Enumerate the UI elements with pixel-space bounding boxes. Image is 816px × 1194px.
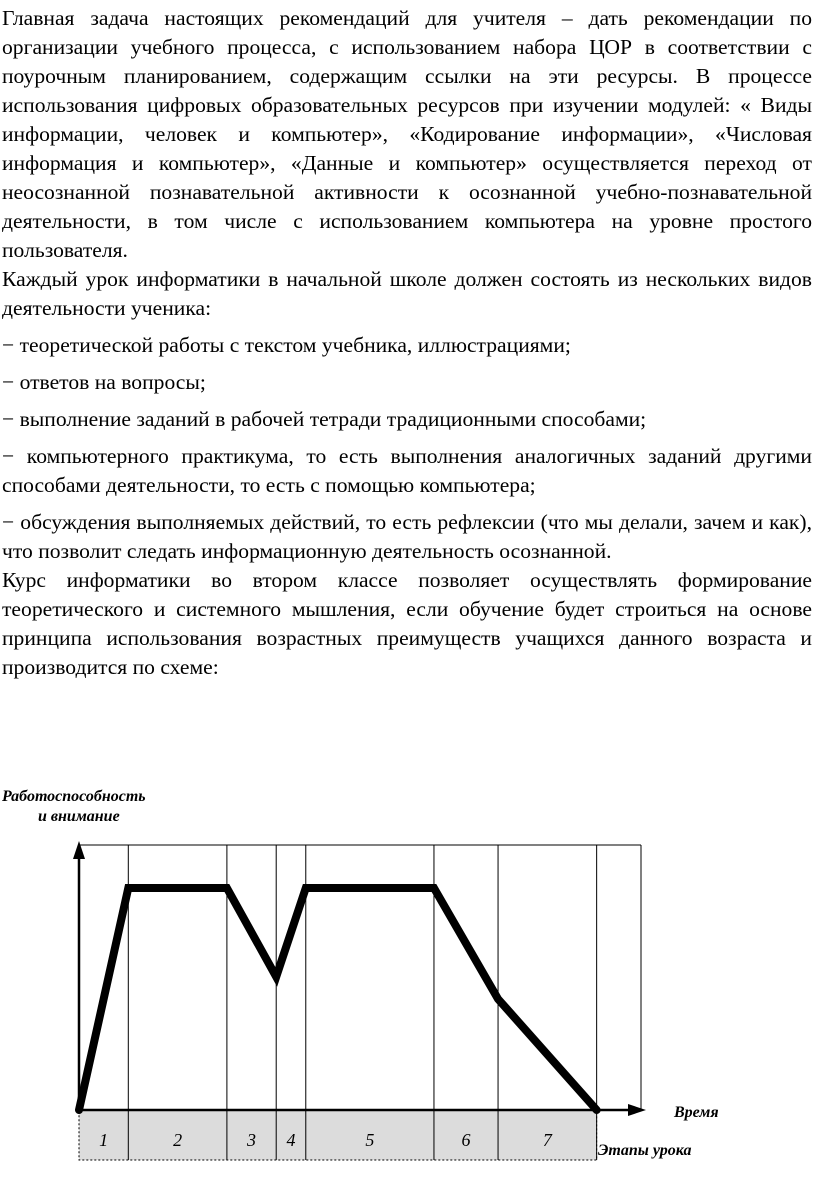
chart-ylabel-line2: и внимание (38, 808, 120, 825)
stage-label: 5 (365, 1130, 375, 1150)
series-line (79, 888, 597, 1110)
chart-ylabel-line1: Работоспособность (2, 788, 146, 805)
document-body (2, 4, 812, 682)
workload-chart (0, 780, 816, 1180)
paragraph-lesson-structure: Каждый урок информатики в начальной школе должен состоять из нескольких видов деятельности ученика: (2, 267, 812, 320)
stage-band (79, 1110, 597, 1160)
y-axis-arrow (73, 841, 85, 859)
list-item: − теоретической работы с текстом учебника, иллюстрациями; (2, 333, 571, 357)
stage-label: 1 (99, 1130, 109, 1150)
chart-xlabel: Время (674, 1104, 719, 1121)
stage-label: 6 (461, 1130, 471, 1150)
stage-label: 4 (286, 1130, 296, 1150)
list-item: − компьютерного практикума, то есть выполнения аналогичных заданий другими способами деятельности, то есть с помощью компьютера; (2, 444, 812, 497)
list-item: − обсуждения выполняемых действий, то есть рефлексии (что мы делали, зачем и как), что позволит следать информационную деятельность осознанной. (2, 510, 812, 563)
stage-label: 7 (542, 1130, 552, 1150)
x-axis-arrow (628, 1104, 646, 1116)
paragraph-intro: Главная задача настоящих рекомендаций для учителя – дать рекомендации по организации учебного процесса, с использованием набора ЦОР в соответствии с поурочным планированием, содержащим ссылки на эти ресурсы. В процессе использования цифровых образовательных ресурсов при изучении модулей: « Виды информации, человек и компьютер», «Кодирование информации», «Числовая информация и компьютер», «Данные и компьютер» осуществляется переход от неосознанной познавательной активности к осознанной учебно-познавательной деятельности, в том числе с использованием компьютера на уровне простого пользователя. (2, 6, 812, 262)
list-item: − ответов на вопросы; (2, 370, 206, 394)
paragraph-closing: Курс информатики во втором классе позволяет осуществлять формирование теоретического и системного мышления, если обучение будет строиться на основе принципа использования возрастных преимуществ учащихся данного возраста и производится по схеме: (2, 568, 812, 679)
stage-label: 3 (247, 1130, 257, 1150)
stage-label: 2 (173, 1130, 183, 1150)
chart-stages-label: Этапы урока (598, 1142, 692, 1159)
list-item: − выполнение заданий в рабочей тетради традиционными способами; (2, 407, 647, 431)
